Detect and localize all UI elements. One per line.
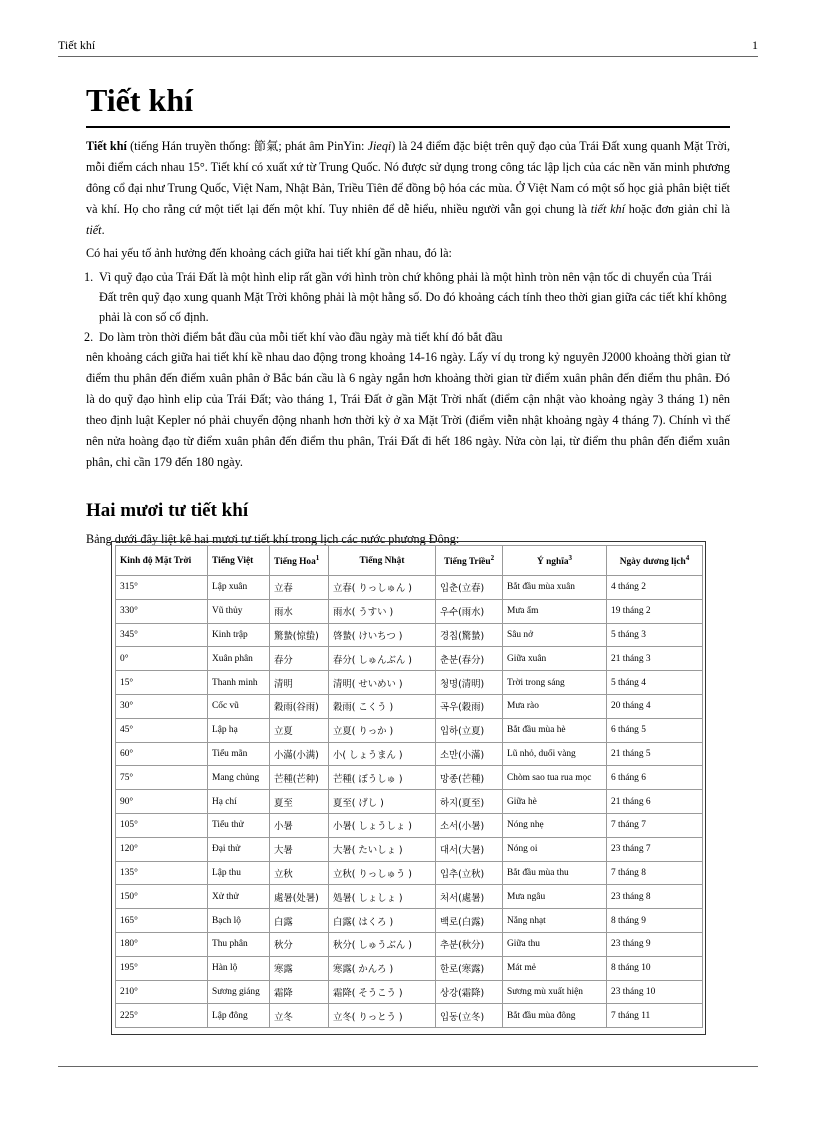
term-bold: Tiết khí <box>86 139 127 153</box>
intro-text-b: ) là 24 điểm đặc biệt trên quỹ đạo của Trái Đất xung quanh Mặt Trời, mỗi điểm cách nhau 15°. Tiết khí có xuất xứ từ Trung Quốc. Nó được sử dụng trong công tác lập lịch của các nền văn minh phương đông cổ đại như Trung Quốc, Việt Nam, Nhật Bản, Triều Tiên để đồng bộ hóa các mùa. Ở Việt Nam có một số học giả phân biệt tiết và khí. Họ cho rằng cứ một tiết lại đến một khí. Tuy nhiên để dễ hiểu, nhiều người vẫn gọi chung là <box>86 139 730 216</box>
cell-col-date: 21 tháng 5 <box>607 742 703 766</box>
cell-col-chinese: 芒種(芒种) <box>270 766 329 790</box>
table-row <box>116 932 703 956</box>
cell-col-meaning: Bắt đầu mùa thu <box>503 861 607 885</box>
table-row <box>116 909 703 933</box>
cell-col-vietnamese: Sương giáng <box>208 980 270 1004</box>
cell-col-japanese: 雨水( うすい ) <box>329 599 436 623</box>
cell-col-longitude: 165° <box>116 909 208 933</box>
table-header-row <box>116 546 703 576</box>
table-row <box>116 576 703 600</box>
list-text: Do làm tròn thời điểm bắt đầu của mỗi tiết khí vào đầu ngày mà tiết khí đó bắt đầu <box>99 330 503 344</box>
header-col-vietnamese <box>208 546 270 576</box>
cell-col-korean: 백로(白露) <box>436 909 503 933</box>
cell-col-date: 7 tháng 8 <box>607 861 703 885</box>
cell-col-vietnamese: Vũ thủy <box>208 599 270 623</box>
cell-col-longitude: 150° <box>116 885 208 909</box>
cell-col-japanese: 立春( りっしゅん ) <box>329 576 436 600</box>
cell-col-vietnamese: Hàn lộ <box>208 956 270 980</box>
cell-col-longitude: 60° <box>116 742 208 766</box>
article-body <box>86 80 730 550</box>
tiet-italic: tiết <box>86 223 102 237</box>
cell-col-meaning: Nóng oi <box>503 837 607 861</box>
cell-col-chinese: 立春 <box>270 576 329 600</box>
running-header <box>58 38 758 53</box>
cell-col-japanese: 処暑( しょしょ ) <box>329 885 436 909</box>
table-row <box>116 647 703 671</box>
cell-col-date: 4 tháng 2 <box>607 576 703 600</box>
cell-col-longitude: 330° <box>116 599 208 623</box>
header-label: Tiếng Triều <box>443 557 491 568</box>
cell-col-meaning: Sâu nở <box>503 623 607 647</box>
cell-col-korean: 대서(大暑) <box>436 837 503 861</box>
table-caption: Bảng dưới đây liệt kê hai mươi tư tiết khí trong lịch các nước phương Đông: <box>86 532 460 546</box>
cell-col-date: 21 tháng 3 <box>607 647 703 671</box>
cell-col-chinese: 大暑 <box>270 837 329 861</box>
cell-col-korean: 추분(秋分) <box>436 932 503 956</box>
header-label: Kinh độ Mặt Trời <box>120 555 192 566</box>
list-item <box>84 327 730 347</box>
cell-col-japanese: 春分( しゅんぶん ) <box>329 647 436 671</box>
cell-col-meaning: Bắt đầu mùa hè <box>503 718 607 742</box>
cell-col-meaning: Giữa hè <box>503 790 607 814</box>
cell-col-japanese: 立夏( りっか ) <box>329 718 436 742</box>
table-row <box>116 956 703 980</box>
cell-col-chinese: 驚蟄(惊蛰) <box>270 623 329 647</box>
cell-col-date: 6 tháng 5 <box>607 718 703 742</box>
table-row <box>116 718 703 742</box>
header-col-meaning <box>503 546 607 576</box>
cell-col-vietnamese: Tiểu thử <box>208 813 270 837</box>
cell-col-korean: 춘분(春分) <box>436 647 503 671</box>
running-title: Tiết khí <box>58 38 96 52</box>
cell-col-meaning: Lũ nhỏ, duối vàng <box>503 742 607 766</box>
cell-col-date: 8 tháng 9 <box>607 909 703 933</box>
cell-col-chinese: 雨水 <box>270 599 329 623</box>
cell-col-meaning: Sương mù xuất hiện <box>503 980 607 1004</box>
intro-text-d: . <box>101 223 105 237</box>
table-row <box>116 671 703 695</box>
cell-col-korean: 소만(小滿) <box>436 742 503 766</box>
cell-col-korean: 우수(雨水) <box>436 599 503 623</box>
table-row <box>116 790 703 814</box>
cell-col-date: 6 tháng 6 <box>607 766 703 790</box>
cell-col-japanese: 立冬( りっとう ) <box>329 1004 436 1028</box>
cell-col-vietnamese: Kinh trập <box>208 623 270 647</box>
cell-col-chinese: 白露 <box>270 909 329 933</box>
cell-col-vietnamese: Thanh minh <box>208 671 270 695</box>
table-row <box>116 623 703 647</box>
header-col-chinese <box>270 546 329 576</box>
cell-col-korean: 망종(芒種) <box>436 766 503 790</box>
cell-col-chinese: 清明 <box>270 671 329 695</box>
page-title: Tiết khí <box>86 80 730 128</box>
header-label: Ngày dương lịch <box>619 557 686 568</box>
cell-col-korean: 하지(夏至) <box>436 790 503 814</box>
cell-col-meaning: Giữa xuân <box>503 647 607 671</box>
cell-col-vietnamese: Đại thử <box>208 837 270 861</box>
cell-col-chinese: 夏至 <box>270 790 329 814</box>
table-row <box>116 599 703 623</box>
solar-terms-table <box>115 545 703 1028</box>
cell-col-vietnamese: Cốc vũ <box>208 694 270 718</box>
cell-col-korean: 상강(霜降) <box>436 980 503 1004</box>
table-row <box>116 766 703 790</box>
cell-col-date: 23 tháng 9 <box>607 932 703 956</box>
cell-col-vietnamese: Xuân phân <box>208 647 270 671</box>
cell-col-japanese: 白露( はくろ ) <box>329 909 436 933</box>
cell-col-date: 7 tháng 7 <box>607 813 703 837</box>
cell-col-chinese: 小暑 <box>270 813 329 837</box>
cell-col-vietnamese: Lập thu <box>208 861 270 885</box>
cell-col-meaning: Bắt đầu mùa xuân <box>503 576 607 600</box>
cell-col-longitude: 120° <box>116 837 208 861</box>
cell-col-longitude: 45° <box>116 718 208 742</box>
list-item <box>84 267 730 327</box>
cell-col-japanese: 秋分( しゅうぶん ) <box>329 932 436 956</box>
cell-col-korean: 경칩(驚蟄) <box>436 623 503 647</box>
cell-col-meaning: Trời trong sáng <box>503 671 607 695</box>
cell-col-vietnamese: Lập hạ <box>208 718 270 742</box>
cell-col-chinese: 寒露 <box>270 956 329 980</box>
cell-col-korean: 입추(立秋) <box>436 861 503 885</box>
section-heading: Hai mươi tư tiết khí <box>86 500 249 521</box>
cell-col-date: 23 tháng 8 <box>607 885 703 909</box>
cell-col-longitude: 135° <box>116 861 208 885</box>
cell-col-date: 19 tháng 2 <box>607 599 703 623</box>
header-label: Tiếng Việt <box>212 555 254 566</box>
cell-col-vietnamese: Xử thử <box>208 885 270 909</box>
page-number: 1 <box>752 38 758 52</box>
cell-col-japanese: 穀雨( こくう ) <box>329 694 436 718</box>
header-col-japanese <box>329 546 436 576</box>
header-col-korean <box>436 546 503 576</box>
cell-col-meaning: Mát mẻ <box>503 956 607 980</box>
list-number: 2. <box>84 330 94 344</box>
cell-col-date: 20 tháng 4 <box>607 694 703 718</box>
cell-col-longitude: 345° <box>116 623 208 647</box>
intro-text-a: (tiếng Hán truyền thống: 節氣; phát âm PinYin: <box>126 139 368 153</box>
header-label: Tiếng Hoa <box>274 557 316 568</box>
cell-col-chinese: 春分 <box>270 647 329 671</box>
cell-col-longitude: 180° <box>116 932 208 956</box>
cell-col-chinese: 小滿(小满) <box>270 742 329 766</box>
cell-col-korean: 입하(立夏) <box>436 718 503 742</box>
cell-col-vietnamese: Thu phân <box>208 932 270 956</box>
cell-col-meaning: Mưa ngâu <box>503 885 607 909</box>
cell-col-meaning: Mưa ẩm <box>503 599 607 623</box>
cell-col-longitude: 30° <box>116 694 208 718</box>
cell-col-date: 5 tháng 3 <box>607 623 703 647</box>
cell-col-longitude: 15° <box>116 671 208 695</box>
term-italic: tiết khí <box>590 202 625 216</box>
footer-rule <box>58 1066 758 1067</box>
header-label: Tiếng Nhật <box>359 555 405 566</box>
factors-paragraph: Có hai yếu tố ảnh hưởng đến khoảng cách giữa hai tiết khí gần nhau, đó là: <box>86 246 452 260</box>
pinyin-italic: Jieqi <box>367 139 392 153</box>
continuation-paragraph: nên khoảng cách giữa hai tiết khí kề nhau dao động trong khoảng 14-16 ngày. Lấy ví dụ trong kỷ nguyên J2000 khoảng thời gian từ điểm thu phân đến điểm xuân phân ở Bắc bán cầu là 6 ngày ngắn hơn khoảng thời gian từ điểm xuân phân đến điểm thu phân. Đó là do quỹ đạo hình elip của Trái Đất; vào tháng 1, Trái Đất ở gần Mặt Trời nhất (điểm cận nhật vào khoảng ngày 3 tháng 1) nên theo định luật Kepler nó phải chuyển động nhanh hơn thời kỳ ở xa Mặt Trời (điểm viễn nhật khoảng ngày 4 tháng 7). Chính vì thế nên nửa hoàng đạo từ điểm xuân phân đến điểm thu phân, Trái Đất đi hết 186 ngày. Nửa còn lại, từ điểm thu phân đến điểm xuân phân, chỉ cần 179 đến 180 ngày. <box>86 350 730 469</box>
cell-col-chinese: 秋分 <box>270 932 329 956</box>
header-label: Ý nghĩa <box>536 557 569 568</box>
cell-col-korean: 입동(立冬) <box>436 1004 503 1028</box>
cell-col-longitude: 315° <box>116 576 208 600</box>
cell-col-vietnamese: Mang chủng <box>208 766 270 790</box>
cell-col-japanese: 立秋( りっしゅう ) <box>329 861 436 885</box>
cell-col-longitude: 90° <box>116 790 208 814</box>
cell-col-meaning: Mưa rào <box>503 694 607 718</box>
cell-col-date: 23 tháng 7 <box>607 837 703 861</box>
table-row <box>116 861 703 885</box>
cell-col-chinese: 立冬 <box>270 1004 329 1028</box>
intro-text-c: hoặc đơn giản chỉ là <box>624 202 730 216</box>
footnote-marker: 4 <box>685 553 690 562</box>
cell-col-date: 21 tháng 6 <box>607 790 703 814</box>
cell-col-japanese: 寒露( かんろ ) <box>329 956 436 980</box>
table-row <box>116 1004 703 1028</box>
cell-col-korean: 처서(處暑) <box>436 885 503 909</box>
cell-col-chinese: 霜降 <box>270 980 329 1004</box>
factors-list <box>86 267 730 347</box>
cell-col-korean: 입춘(立春) <box>436 576 503 600</box>
cell-col-japanese: 大暑( たいしょ ) <box>329 837 436 861</box>
cell-col-longitude: 105° <box>116 813 208 837</box>
cell-col-vietnamese: Tiểu mãn <box>208 742 270 766</box>
cell-col-chinese: 處暑(处暑) <box>270 885 329 909</box>
cell-col-japanese: 清明( せいめい ) <box>329 671 436 695</box>
cell-col-japanese: 霜降( そうこう ) <box>329 980 436 1004</box>
cell-col-date: 5 tháng 4 <box>607 671 703 695</box>
cell-col-meaning: Bắt đầu mùa đông <box>503 1004 607 1028</box>
header-rule <box>58 56 758 57</box>
cell-col-meaning: Giữa thu <box>503 932 607 956</box>
header-col-longitude <box>116 546 208 576</box>
intro-paragraph <box>86 136 730 241</box>
cell-col-korean: 소서(小暑) <box>436 813 503 837</box>
cell-col-japanese: 芒種( ぼうしゅ ) <box>329 766 436 790</box>
header-col-date <box>607 546 703 576</box>
cell-col-chinese: 立夏 <box>270 718 329 742</box>
footnote-marker: 1 <box>315 553 320 562</box>
cell-col-korean: 한로(寒露) <box>436 956 503 980</box>
cell-col-meaning: Chòm sao tua rua mọc <box>503 766 607 790</box>
cell-col-longitude: 195° <box>116 956 208 980</box>
footnote-marker: 2 <box>490 553 495 562</box>
list-text: Vì quỹ đạo của Trái Đất là một hình elip rất gần với hình tròn chứ không phải là một hình tròn nên vận tốc di chuyển của Trái Đất trên quỹ đạo xung quanh Mặt Trời không phải là một hằng số. Do đó khoảng cách tính theo thời gian giữa các tiết khí không phải là con số cố định. <box>99 270 727 324</box>
cell-col-vietnamese: Lập xuân <box>208 576 270 600</box>
footnote-marker: 3 <box>568 553 573 562</box>
cell-col-korean: 청명(清明) <box>436 671 503 695</box>
table-row <box>116 837 703 861</box>
cell-col-chinese: 立秋 <box>270 861 329 885</box>
cell-col-longitude: 0° <box>116 647 208 671</box>
table-row <box>116 742 703 766</box>
cell-col-japanese: 啓蟄( けいちつ ) <box>329 623 436 647</box>
table-row <box>116 813 703 837</box>
cell-col-chinese: 穀雨(谷雨) <box>270 694 329 718</box>
cell-col-date: 23 tháng 10 <box>607 980 703 1004</box>
table-row <box>116 980 703 1004</box>
cell-col-meaning: Nóng nhẹ <box>503 813 607 837</box>
cell-col-japanese: 小( しょうまん ) <box>329 742 436 766</box>
cell-col-japanese: 夏至( げし ) <box>329 790 436 814</box>
cell-col-korean: 곡우(穀雨) <box>436 694 503 718</box>
cell-col-meaning: Nắng nhạt <box>503 909 607 933</box>
cell-col-date: 8 tháng 10 <box>607 956 703 980</box>
table-row <box>116 694 703 718</box>
cell-col-japanese: 小暑( しょうしょ ) <box>329 813 436 837</box>
cell-col-longitude: 75° <box>116 766 208 790</box>
cell-col-vietnamese: Hạ chí <box>208 790 270 814</box>
cell-col-vietnamese: Lập đông <box>208 1004 270 1028</box>
table-row <box>116 885 703 909</box>
cell-col-date: 7 tháng 11 <box>607 1004 703 1028</box>
table-body <box>116 576 703 1028</box>
list-number: 1. <box>84 270 94 284</box>
cell-col-longitude: 225° <box>116 1004 208 1028</box>
cell-col-vietnamese: Bạch lộ <box>208 909 270 933</box>
cell-col-longitude: 210° <box>116 980 208 1004</box>
